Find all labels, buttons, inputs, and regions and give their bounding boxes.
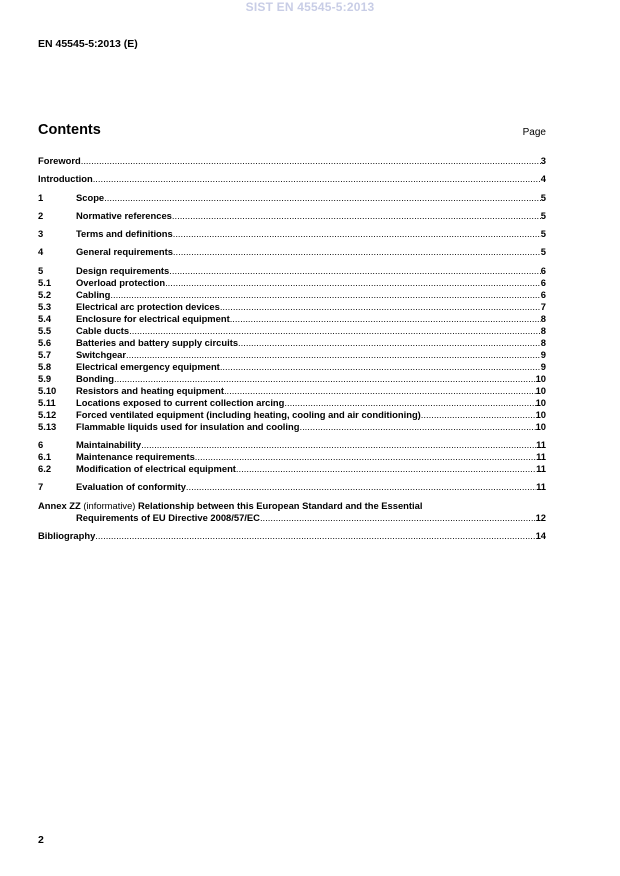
dot-leader: [195, 451, 536, 463]
dot-leader: [173, 246, 541, 258]
toc-title: Forced ventilated equipment (including heating, cooling and air conditioning): [76, 408, 421, 420]
toc-page: 10: [535, 372, 546, 384]
toc-page: 8: [540, 312, 546, 324]
dot-leader: [299, 421, 535, 433]
toc-number: 6: [38, 439, 44, 451]
toc-number: 3: [38, 228, 44, 240]
dot-leader: [104, 192, 541, 204]
toc-page: 11: [536, 439, 546, 451]
toc-page: 4: [540, 173, 546, 185]
dot-leader: [224, 385, 536, 397]
dot-leader: [114, 373, 536, 385]
toc-title: Maintainability: [76, 439, 142, 451]
toc-title: General requirements: [76, 246, 173, 258]
toc-page: 10: [535, 396, 546, 408]
toc-entry-5-4[interactable]: [38, 313, 546, 325]
toc-entry-1[interactable]: [38, 192, 546, 204]
annex-label: Annex ZZ: [38, 499, 81, 511]
toc-title: Bonding: [76, 372, 115, 384]
dot-leader: [172, 210, 541, 222]
toc-entry-7[interactable]: [38, 481, 546, 493]
toc-page: 11: [536, 463, 546, 475]
toc-page: 9: [540, 360, 546, 372]
toc-title: Resistors and heating equipment: [76, 384, 224, 396]
dot-leader: [260, 512, 536, 524]
toc-title: Overload protection: [76, 276, 166, 288]
dot-leader: [186, 481, 536, 493]
toc-number: 5.6: [38, 336, 52, 348]
toc-entry-introduction[interactable]: [38, 173, 546, 185]
toc-entry-5-5[interactable]: [38, 325, 546, 337]
annex-second-line: [38, 512, 546, 524]
toc-number: 5: [38, 264, 44, 276]
dot-leader: [95, 530, 535, 542]
dot-leader: [169, 265, 541, 277]
toc-entry-6[interactable]: [38, 439, 546, 451]
toc-title: Locations exposed to current collection arcing: [76, 396, 285, 408]
toc-number: 5.4: [38, 312, 52, 324]
toc-number: 5.7: [38, 348, 52, 360]
dot-leader: [110, 289, 540, 301]
toc-page: 8: [540, 324, 546, 336]
dot-leader: [220, 361, 541, 373]
dot-leader: [126, 349, 541, 361]
dot-leader: [173, 228, 541, 240]
toc-entry-3[interactable]: [38, 228, 546, 240]
toc-title: Terms and definitions: [76, 228, 173, 240]
toc-title: Scope: [76, 191, 105, 203]
toc-entry-5-9[interactable]: [38, 373, 546, 385]
page-column-label: Page: [522, 127, 546, 138]
toc-title: Enclosure for electrical equipment: [76, 312, 230, 324]
toc-page: 14: [535, 529, 546, 541]
toc-page: 5: [540, 246, 546, 258]
toc-entry-5-12[interactable]: [38, 409, 546, 421]
toc-number: 6.1: [38, 451, 52, 463]
toc-entry-foreword[interactable]: [38, 155, 546, 167]
toc-page: 5: [540, 191, 546, 203]
toc-entry-6-1[interactable]: [38, 451, 546, 463]
toc-page: 5: [540, 209, 546, 221]
toc-page: 10: [535, 408, 546, 420]
toc-title: Bibliography: [38, 529, 96, 541]
toc-title: Cabling: [76, 288, 111, 300]
toc-number: 5.3: [38, 300, 52, 312]
toc-page: 12: [535, 511, 546, 523]
toc-title: Electrical arc protection devices: [76, 300, 220, 312]
dot-leader: [129, 325, 541, 337]
annex-title-line1: Relationship between this European Standard and the Essential: [138, 499, 423, 511]
toc-title: Foreword: [38, 155, 81, 166]
toc-title: Design requirements: [76, 264, 170, 276]
toc-number: 5.5: [38, 324, 52, 336]
toc-number: 4: [38, 246, 44, 258]
toc-title: Cable ducts: [76, 324, 130, 336]
dot-leader: [421, 409, 536, 421]
dot-leader: [230, 313, 541, 325]
toc-page: 11: [536, 481, 546, 493]
dot-leader: [93, 173, 541, 185]
toc-entry-5[interactable]: [38, 265, 546, 277]
toc-title: Batteries and battery supply circuits: [76, 336, 239, 348]
dot-leader: [141, 439, 536, 451]
toc-entry-5-7[interactable]: [38, 349, 546, 361]
toc-number: 7: [38, 481, 44, 493]
annex-first-line: [38, 500, 546, 512]
dot-leader: [220, 301, 541, 313]
toc-page: 3: [540, 155, 546, 166]
watermark: SIST EN 45545-5:2013: [245, 0, 375, 14]
annex-title-line2: Requirements of EU Directive 2008/57/EC: [76, 511, 260, 523]
table-of-contents: [38, 155, 546, 542]
toc-entry-bibliography[interactable]: [38, 530, 546, 542]
toc-number: 5.1: [38, 276, 52, 288]
toc-entry-5-8[interactable]: [38, 361, 546, 373]
toc-number: 2: [38, 209, 44, 221]
toc-number: 5.12: [38, 408, 57, 420]
toc-entry-5-1[interactable]: [38, 277, 546, 289]
toc-entry-6-2[interactable]: [38, 463, 546, 475]
toc-title: Modification of electrical equipment: [76, 463, 236, 475]
toc-page: 8: [540, 336, 546, 348]
toc-title: Evaluation of conformity: [76, 481, 186, 493]
toc-title: Maintenance requirements: [76, 451, 195, 463]
dot-leader: [165, 277, 541, 289]
page-number: 2: [38, 834, 44, 846]
contents-heading: Contents: [38, 122, 101, 138]
toc-number: 1: [38, 191, 44, 203]
toc-title: Electrical emergency equipment: [76, 360, 220, 372]
toc-entry-annex-zz[interactable]: [38, 500, 546, 524]
toc-page: 5: [540, 228, 546, 240]
toc-title: Switchgear: [76, 348, 127, 360]
toc-entry-5-6[interactable]: [38, 337, 546, 349]
dot-leader: [238, 337, 541, 349]
dot-leader: [236, 463, 536, 475]
toc-entry-2[interactable]: [38, 210, 546, 222]
toc-title: Flammable liquids used for insulation and cooling: [76, 420, 300, 432]
toc-title: Normative references: [76, 209, 172, 221]
toc-page: 10: [535, 420, 546, 432]
toc-page: 10: [535, 384, 546, 396]
toc-entry-5-3[interactable]: [38, 301, 546, 313]
dot-leader: [284, 397, 535, 409]
toc-entry-5-10[interactable]: [38, 385, 546, 397]
toc-entry-4[interactable]: [38, 246, 546, 258]
toc-entry-5-11[interactable]: [38, 397, 546, 409]
toc-number: 5.9: [38, 372, 52, 384]
dot-leader: [81, 155, 541, 167]
toc-entry-5-2[interactable]: [38, 289, 546, 301]
toc-entry-5-13[interactable]: [38, 421, 546, 433]
toc-page: 6: [540, 288, 546, 300]
toc-page: 7: [540, 300, 546, 312]
toc-number: 5.2: [38, 288, 52, 300]
toc-page: 6: [540, 276, 546, 288]
toc-number: 5.11: [38, 396, 56, 408]
toc-page: 6: [540, 264, 546, 276]
toc-page: 9: [540, 348, 546, 360]
toc-page: 11: [536, 451, 546, 463]
toc-number: 5.8: [38, 360, 52, 372]
toc-number: 6.2: [38, 463, 52, 475]
document-id: EN 45545-5:2013 (E): [38, 38, 138, 50]
toc-number: 5.13: [38, 420, 57, 432]
annex-informative: (informative): [83, 499, 136, 511]
toc-title: Introduction: [38, 173, 93, 185]
toc-number: 5.10: [38, 384, 57, 396]
